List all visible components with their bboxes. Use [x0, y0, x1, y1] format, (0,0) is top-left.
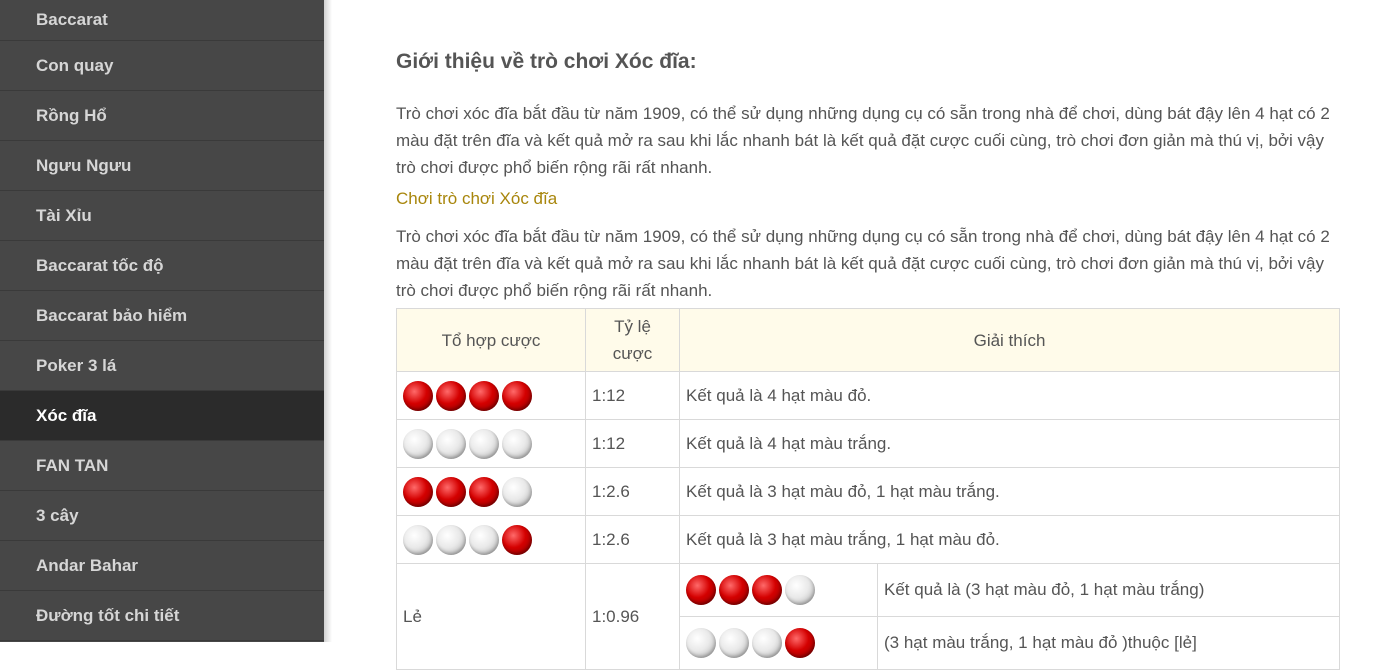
red-bead-icon: [469, 381, 499, 411]
red-bead-icon: [752, 575, 782, 605]
sidebar-item[interactable]: Ngưu Ngưu: [0, 141, 324, 191]
white-bead-icon: [436, 429, 466, 459]
combo-label-cell: Lẻ: [397, 564, 586, 670]
header-odds-line2: cược: [612, 344, 653, 363]
odds-cell: 1:12: [586, 420, 680, 468]
sub-explain-cell: (3 hạt màu trắng, 1 hạt màu đỏ )thuộc [lẻ]: [878, 617, 1340, 670]
white-bead-icon: [469, 525, 499, 555]
red-bead-icon: [469, 477, 499, 507]
table-row: [397, 372, 1340, 420]
sidebar-item[interactable]: Con quay: [0, 41, 324, 91]
sidebar-item[interactable]: Rồng Hổ: [0, 91, 324, 141]
explain-cell: Kết quả là 4 hạt màu đỏ.: [680, 372, 1340, 420]
sidebar-item[interactable]: Xóc đĩa: [0, 391, 324, 441]
sub-explain-cell: Kết quả là (3 hạt màu đỏ, 1 hạt màu trắng): [878, 564, 1340, 617]
sidebar-item[interactable]: FAN TAN: [0, 441, 324, 491]
white-bead-icon: [403, 429, 433, 459]
odds-cell: 1:12: [586, 372, 680, 420]
sidebar: [0, 0, 324, 642]
bead-group: [403, 429, 579, 459]
combo-cell: [397, 372, 586, 420]
sidebar-item[interactable]: Baccarat bảo hiểm: [0, 291, 324, 341]
sidebar-item[interactable]: Poker 3 lá: [0, 341, 324, 391]
red-bead-icon: [719, 575, 749, 605]
explain-cell: Kết quả là 3 hạt màu trắng, 1 hạt màu đỏ.: [680, 516, 1340, 564]
odds-cell: 1:2.6: [586, 516, 680, 564]
table-row: [397, 468, 1340, 516]
bead-group: [403, 477, 579, 507]
table-row: [397, 516, 1340, 564]
sidebar-item[interactable]: Baccarat: [0, 0, 324, 41]
red-bead-icon: [502, 381, 532, 411]
combo-cell: [397, 516, 586, 564]
white-bead-icon: [403, 525, 433, 555]
red-bead-icon: [436, 381, 466, 411]
bead-group: [686, 575, 871, 605]
explain-cell: Kết quả là 4 hạt màu trắng.: [680, 420, 1340, 468]
white-bead-icon: [752, 628, 782, 658]
red-bead-icon: [785, 628, 815, 658]
header-explain: Giải thích: [680, 309, 1340, 372]
header-combo: Tổ hợp cược: [397, 309, 586, 372]
white-bead-icon: [436, 525, 466, 555]
sidebar-item[interactable]: 3 cây: [0, 491, 324, 541]
intro-paragraph: Trò chơi xóc đĩa bắt đầu từ năm 1909, có thể sử dụng những dụng cụ có sẵn trong nhà để chơi, dùng bát đậy lên 4 hạt có 2 màu đặt trên đĩa và kết quả mở ra sau khi lắc nhanh bát là kết quả đặt cược cuối cùng, trò chơi đơn giản mà thú vị, bởi vậy trò chơi được phổ biến rộng rãi rất nhanh.: [396, 104, 1330, 177]
sub-combo-cell: [680, 617, 878, 670]
table-row: [397, 564, 1340, 617]
header-odds: [586, 309, 680, 372]
play-game-link[interactable]: Chơi trò chơi Xóc đĩa: [396, 189, 558, 208]
combo-cell: [397, 420, 586, 468]
bead-group: [686, 628, 871, 658]
white-bead-icon: [502, 429, 532, 459]
explain-cell: Kết quả là 3 hạt màu đỏ, 1 hạt màu trắng.: [680, 468, 1340, 516]
odds-table: [396, 308, 1340, 670]
table-row: [397, 420, 1340, 468]
red-bead-icon: [686, 575, 716, 605]
white-bead-icon: [469, 429, 499, 459]
bead-group: [403, 525, 579, 555]
sub-combo-cell: [680, 564, 878, 617]
description-paragraph: Trò chơi xóc đĩa bắt đầu từ năm 1909, có thể sử dụng những dụng cụ có sẵn trong nhà để chơi, dùng bát đậy lên 4 hạt có 2 màu đặt trên đĩa và kết quả mở ra sau khi lắc nhanh bát là kết quả đặt cược cuối cùng, trò chơi đơn giản mà thú vị, bởi vậy trò chơi được phổ biến rộng rãi rất nhanh.: [396, 227, 1330, 300]
sidebar-item[interactable]: Đường tốt chi tiết: [0, 591, 324, 641]
red-bead-icon: [436, 477, 466, 507]
odds-cell: 1:2.6: [586, 468, 680, 516]
white-bead-icon: [686, 628, 716, 658]
bead-group: [403, 381, 579, 411]
sidebar-item[interactable]: Baccarat tốc độ: [0, 241, 324, 291]
odds-cell: 1:0.96: [586, 564, 680, 670]
white-bead-icon: [719, 628, 749, 658]
page-title: Giới thiệu về trò chơi Xóc đĩa:: [396, 50, 697, 73]
header-odds-line1: Tỷ lệ: [614, 317, 651, 336]
main-content: [396, 0, 1340, 652]
sidebar-item[interactable]: Tài Xỉu: [0, 191, 324, 241]
white-bead-icon: [785, 575, 815, 605]
sidebar-item[interactable]: Andar Bahar: [0, 541, 324, 591]
red-bead-icon: [403, 381, 433, 411]
combo-cell: [397, 468, 586, 516]
sidebar-shadow: [324, 0, 332, 642]
white-bead-icon: [502, 477, 532, 507]
red-bead-icon: [502, 525, 532, 555]
red-bead-icon: [403, 477, 433, 507]
